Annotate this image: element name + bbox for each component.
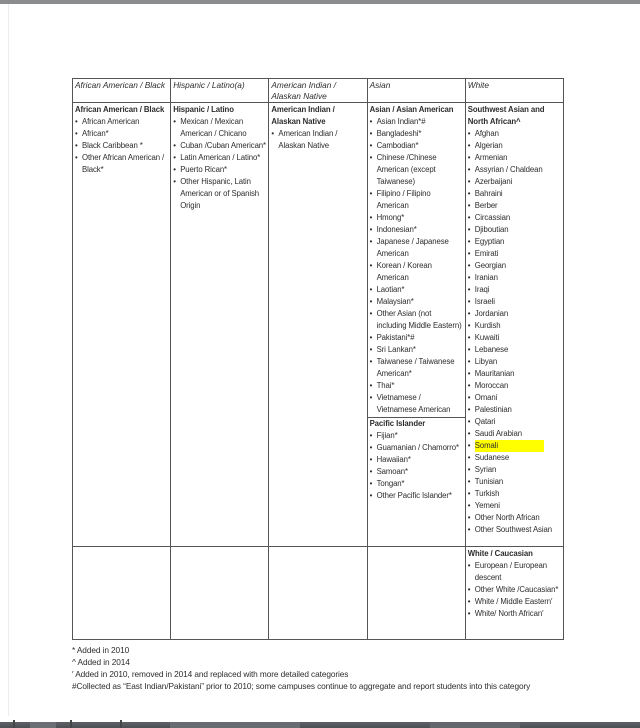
category-item: • Egyptian — [468, 236, 561, 248]
category-item: • Other African American / Black* — [75, 152, 168, 176]
category-item: • Hawaiian* — [370, 454, 463, 466]
table-body-row-white-caucasian — [73, 547, 564, 640]
category-list — [173, 116, 266, 212]
category-item: • African American — [75, 116, 168, 128]
category-item: • Korean / Korean American — [370, 260, 463, 284]
category-item: • White/ North African′ — [468, 608, 561, 620]
category-item: • Asian Indian*# — [370, 116, 463, 128]
category-item: • Bangladeshi* — [370, 128, 463, 140]
cell-asian-row2 — [367, 547, 465, 640]
category-item: • Other Southwest Asian — [468, 524, 561, 536]
cell-african-american-black-row1 — [73, 103, 171, 547]
category-item: • Other Hispanic, Latin American or of Spanish Origin — [173, 176, 266, 212]
category-item: • Guamanian / Chamorro* — [370, 442, 463, 454]
category-section-white-caucasian — [468, 548, 561, 620]
page-left-edge — [8, 4, 9, 716]
category-item: • Iraqi — [468, 284, 561, 296]
category-item: • Omani — [468, 392, 561, 404]
highlighted-category-item-somali — [468, 440, 561, 452]
category-item: • Djiboutian — [468, 224, 561, 236]
window-bottom-edge — [0, 722, 640, 728]
category-item: • Pakistani*# — [370, 332, 463, 344]
cell-white-row1 — [465, 103, 563, 547]
column-header-hispanic-latino-a: Hispanic / Latino(a) — [171, 79, 269, 103]
section-title: Southwest Asian and North African^ — [467, 105, 545, 126]
cell-hispanic-latino-a-row1 — [171, 103, 269, 547]
column-header-american-indian-alaskan-native: American Indian / Alaskan Native — [269, 79, 367, 103]
category-item: • European / European descent — [468, 560, 561, 584]
category-item: • Hmong* — [370, 212, 463, 224]
category-item: • Other North African — [468, 512, 561, 524]
cell-asian-row1 — [367, 103, 465, 547]
category-list — [468, 128, 561, 536]
category-item: • American Indian / Alaskan Native — [271, 128, 364, 152]
category-item: • White / Middle Eastern′ — [468, 596, 561, 608]
footnote-2: ^ Added in 2014 — [72, 657, 130, 667]
section-title: Pacific Islander — [369, 419, 426, 428]
category-item: • Afghan — [468, 128, 561, 140]
category-item: • African* — [75, 128, 168, 140]
bottom-edge-tick — [70, 720, 72, 728]
category-item: • Jordanian — [468, 308, 561, 320]
bottom-edge-tick — [13, 720, 15, 728]
category-item: • Emirati — [468, 248, 561, 260]
category-section-asian-asian-american — [370, 104, 463, 416]
category-item: • Japanese / Japanese American — [370, 236, 463, 260]
bottom-edge-tick — [120, 720, 122, 728]
category-item: • Other White /Caucasian* — [468, 584, 561, 596]
category-item: • Filipino / Filipino American — [370, 188, 463, 212]
category-item: • Latin American / Latino* — [173, 152, 266, 164]
category-item: • Taiwanese / Taiwanese American* — [370, 356, 463, 380]
category-item: • Tunisian — [468, 476, 561, 488]
category-item: • Puerto Rican* — [173, 164, 266, 176]
category-item: • Chinese /Chinese American (except Taiwanese) — [370, 152, 463, 188]
footnotes — [72, 644, 578, 692]
category-list — [370, 430, 463, 502]
category-item: • Other Asian (not including Middle Eastern) — [370, 308, 463, 332]
column-header-african-american-black: African American / Black — [73, 79, 171, 103]
category-item: • Tongan* — [370, 478, 463, 490]
window-top-edge — [0, 0, 640, 4]
footnote-3: ′ Added in 2010, removed in 2014 and replaced with more detailed categories — [72, 669, 349, 679]
category-item: • Libyan — [468, 356, 561, 368]
column-header-asian: Asian — [367, 79, 465, 103]
category-item: • Syrian — [468, 464, 561, 476]
category-item: • Armenian — [468, 152, 561, 164]
category-section-american-indian-alaskan-native — [271, 104, 364, 152]
category-item: • Azerbaijani — [468, 176, 561, 188]
category-item: • Assyrian / Chaldean — [468, 164, 561, 176]
section-title: White / Caucasian — [467, 549, 533, 558]
table-body-row-main — [73, 103, 564, 547]
category-item: • Bahraini — [468, 188, 561, 200]
category-section-southwest-asian-and-north-african — [468, 104, 561, 536]
category-item: • Israeli — [468, 296, 561, 308]
category-item: • Cuban /Cuban American* — [173, 140, 266, 152]
category-item: • Indonesian* — [370, 224, 463, 236]
category-item: • Moroccan — [468, 380, 561, 392]
category-item: • Lebanese — [468, 344, 561, 356]
category-item: • Iranian — [468, 272, 561, 284]
category-item: • Thai* — [370, 380, 463, 392]
category-item: • Vietnamese / Vietnamese American — [370, 392, 463, 416]
ethnicity-category-table — [72, 78, 564, 640]
section-title: American Indian / Alaskan Native — [271, 105, 335, 126]
category-list — [370, 116, 463, 416]
category-item: • Berber — [468, 200, 561, 212]
category-item: • Mexican / Mexican American / Chicano — [173, 116, 266, 140]
footnote-1: * Added in 2010 — [72, 645, 130, 655]
cell-american-indian-alaskan-native-row2 — [269, 547, 367, 640]
category-item: • Circassian — [468, 212, 561, 224]
cell-american-indian-alaskan-native-row1 — [269, 103, 367, 547]
category-item: • Qatari — [468, 416, 561, 428]
column-header-white: White — [465, 79, 563, 103]
category-section-pacific-islander — [368, 417, 465, 502]
section-title: African American / Black — [75, 105, 165, 114]
category-list — [468, 560, 561, 620]
section-title: Asian / Asian American — [369, 105, 454, 114]
category-list — [271, 128, 364, 152]
category-item: • Fijian* — [370, 430, 463, 442]
category-item: • Palestinian — [468, 404, 561, 416]
category-item: • Cambodian* — [370, 140, 463, 152]
category-item: • Samoan* — [370, 466, 463, 478]
category-item: • Sudanese — [468, 452, 561, 464]
table-header-row — [73, 79, 564, 103]
category-section-african-american-black — [75, 104, 168, 176]
cell-white-row2 — [465, 547, 563, 640]
footnote-4: #Collected as “East Indian/Pakistani” prior to 2010; some campuses continue to aggregate and report students into this category — [72, 681, 531, 691]
category-item: • Turkish — [468, 488, 561, 500]
category-item: • Algerian — [468, 140, 561, 152]
category-item: • Other Pacific Islander* — [370, 490, 463, 502]
category-item: • Laotian* — [370, 284, 463, 296]
category-item: • Georgian — [468, 260, 561, 272]
category-list — [75, 116, 168, 176]
category-item: • Sri Lankan* — [370, 344, 463, 356]
category-item: • Mauritanian — [468, 368, 561, 380]
cell-hispanic-latino-a-row2 — [171, 547, 269, 640]
category-item: • Yemeni — [468, 500, 561, 512]
section-title: Hispanic / Latino — [173, 105, 234, 114]
category-item: • Kurdish — [468, 320, 561, 332]
category-section-hispanic-latino — [173, 104, 266, 212]
category-item: • Black Caribbean * — [75, 140, 168, 152]
category-item: • Saudi Arabian — [468, 428, 561, 440]
highlight-mark: Somali — [475, 440, 544, 452]
category-item: • Kuwaiti — [468, 332, 561, 344]
cell-african-american-black-row2 — [73, 547, 171, 640]
category-item: • Malaysian* — [370, 296, 463, 308]
